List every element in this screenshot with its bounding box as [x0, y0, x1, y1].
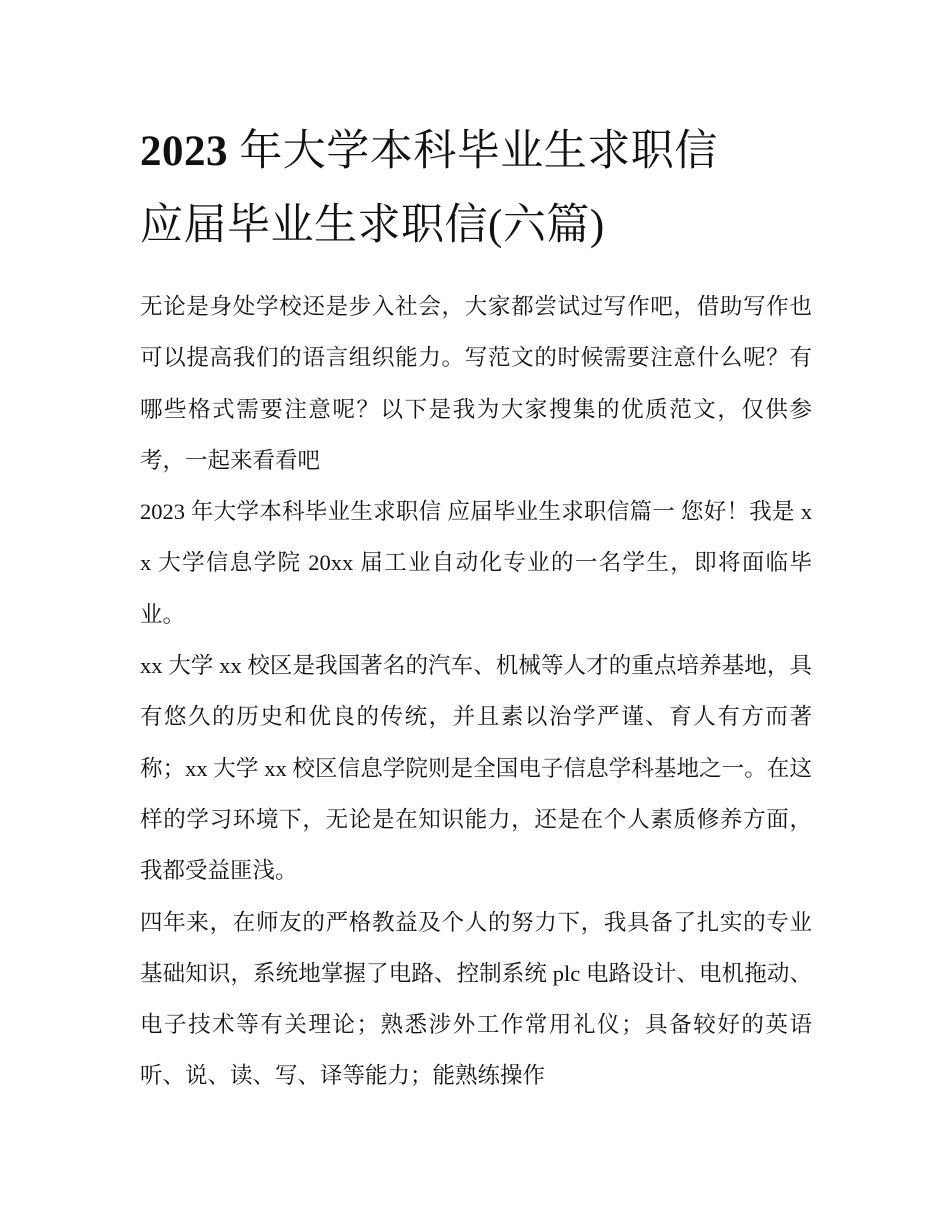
title-line1-text: 年大学本科毕业生求职信: [228, 128, 718, 175]
document-title: [140, 115, 830, 263]
school-paragraph: xx 大学 xx 校区是我国著名的汽车、机械等人才的重点培养基地，具有悠久的历史和优良的传统，并且素以治学严谨、育人有方而著称；xx 大学 xx 校区信息学院则是全国电子信息学科基地之一。在这样的学习环境下，无论是在知识能力，还是在个人素质修养方面，我都受益匪浅。: [140, 653, 812, 884]
title-year: 2023: [140, 128, 228, 175]
skills-paragraph: 四年来，在师友的严格教益及个人的努力下，我具备了扎实的专业基础知识，系统地掌握了电路、控制系统 plc 电路设计、电机拖动、电子技术等有关理论；熟悉涉外工作常用礼仪；具备较好的英语听、说、读、写、译等能力；能熟练操作: [140, 909, 812, 1089]
greeting-paragraph: 2023 年大学本科毕业生求职信 应届毕业生求职信篇一 您好！我是 xx 大学信息学院 20xx 届工业自动化专业的一名学生，即将面临毕业。: [140, 499, 812, 627]
title-line2: 应届毕业生求职信(六篇): [140, 202, 605, 249]
document-body: [140, 281, 812, 1102]
intro-paragraph: 无论是身处学校还是步入社会，大家都尝试过写作吧，借助写作也可以提高我们的语言组织能力。写范文的时候需要注意什么呢？有哪些格式需要注意呢？以下是我为大家搜集的优质范文，仅供参考，一起来看看吧: [140, 294, 812, 473]
